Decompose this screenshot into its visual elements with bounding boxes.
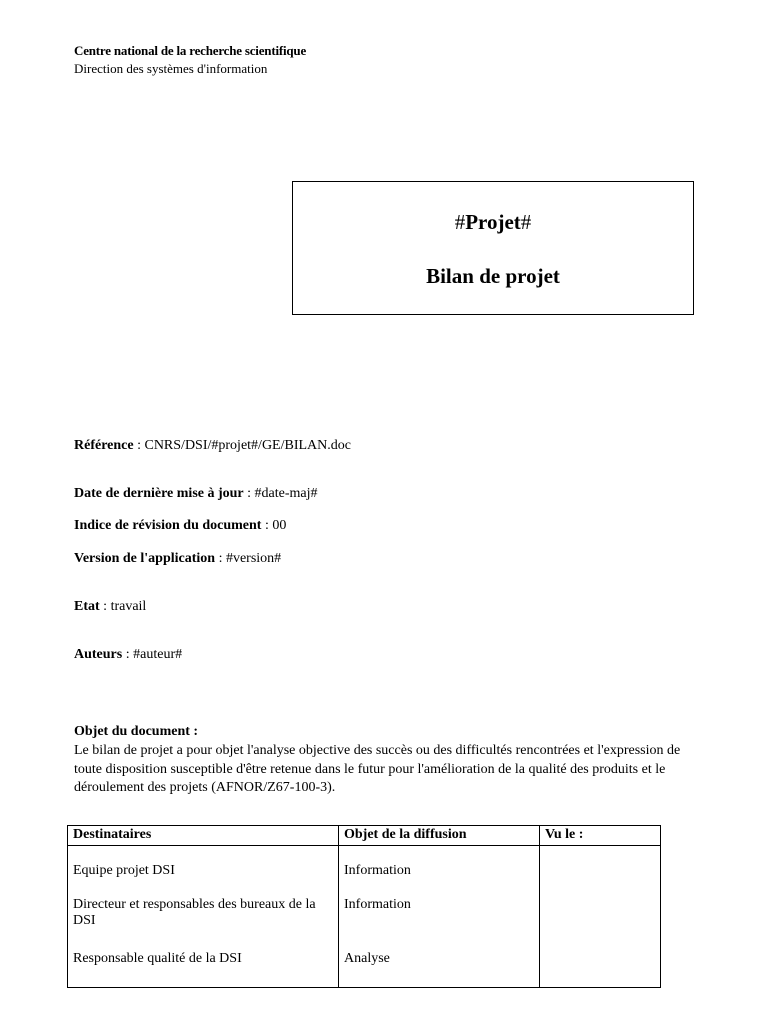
table-cell-vu-le (540, 846, 661, 898)
table-row (68, 846, 661, 898)
field-etat-sep: : (99, 599, 111, 614)
table-cell-objet (339, 951, 540, 988)
field-indice-label: Indice de révision du document (74, 518, 262, 533)
table-cell-text: Directeur et responsables des bureaux de la DSI (73, 897, 316, 928)
table-cell-text: Information (344, 897, 411, 912)
field-date-maj-value: #date-maj# (254, 486, 318, 501)
table-row (68, 951, 661, 988)
field-auteurs-sep: : (122, 647, 134, 662)
field-indice (74, 518, 286, 534)
field-indice-value: 00 (272, 518, 287, 533)
table-cell-destinataire (68, 846, 339, 898)
objet-text: Le bilan de projet a pour objet l'analyse objective des succès ou des difficultés rencontrées et l'expression de toute disposition susceptible d'être retenue dans le futur pour l'amélioration de la qualité des produits et le déroulement des projets (AFNOR/Z67-100-3). (74, 743, 681, 795)
field-etat-label: Etat (74, 599, 100, 614)
table-cell-objet (339, 846, 540, 898)
field-etat (74, 599, 146, 615)
header-department: Direction des systèmes d'information (74, 61, 268, 76)
project-name (293, 210, 693, 235)
table-cell-text: Responsable qualité de la DSI (73, 951, 242, 966)
table-cell-text: Equipe projet DSI (73, 863, 175, 878)
table-header-destinataires: Destinataires (68, 826, 339, 846)
field-date-maj (74, 486, 318, 502)
table-cell-text: Analyse (344, 951, 390, 966)
field-reference (74, 438, 351, 454)
project-hash-open: # (454, 210, 466, 234)
table-cell-destinataire (68, 897, 339, 951)
field-version-sep: : (215, 551, 226, 566)
field-date-maj-sep: : (243, 486, 255, 501)
field-auteurs-value: #auteur# (133, 647, 183, 662)
objet-title: Objet du document : (74, 724, 199, 739)
document-title: Bilan de projet (426, 264, 560, 288)
table-header-vu-le: Vu le : (540, 826, 661, 846)
field-indice-sep: : (261, 518, 273, 533)
table-cell-text: Information (344, 863, 411, 878)
table-header-objet: Objet de la diffusion (339, 826, 540, 846)
project-hash-close: # (520, 210, 532, 234)
field-date-maj-label: Date de dernière mise à jour (74, 486, 244, 501)
table-cell-objet (339, 897, 540, 951)
field-etat-value: travail (110, 599, 147, 614)
field-reference-value: CNRS/DSI/#projet#/GE/BILAN.doc (144, 438, 351, 453)
field-version-value: #version# (225, 551, 282, 566)
table-cell-vu-le (540, 951, 661, 988)
table-header-row (68, 826, 661, 846)
field-reference-label: Référence (74, 438, 134, 453)
table-cell-destinataire (68, 951, 339, 988)
field-version-label: Version de l'application (74, 551, 216, 566)
field-auteurs-label: Auteurs (74, 647, 123, 662)
diffusion-table (67, 825, 661, 988)
title-box (292, 181, 694, 315)
field-reference-sep: : (133, 438, 145, 453)
field-version (74, 551, 281, 567)
table-row (68, 897, 661, 951)
field-auteurs (74, 647, 182, 663)
header-organization: Centre national de la recherche scientifique (74, 43, 307, 58)
table-cell-vu-le (540, 897, 661, 951)
project-name-text: Projet (465, 210, 521, 234)
